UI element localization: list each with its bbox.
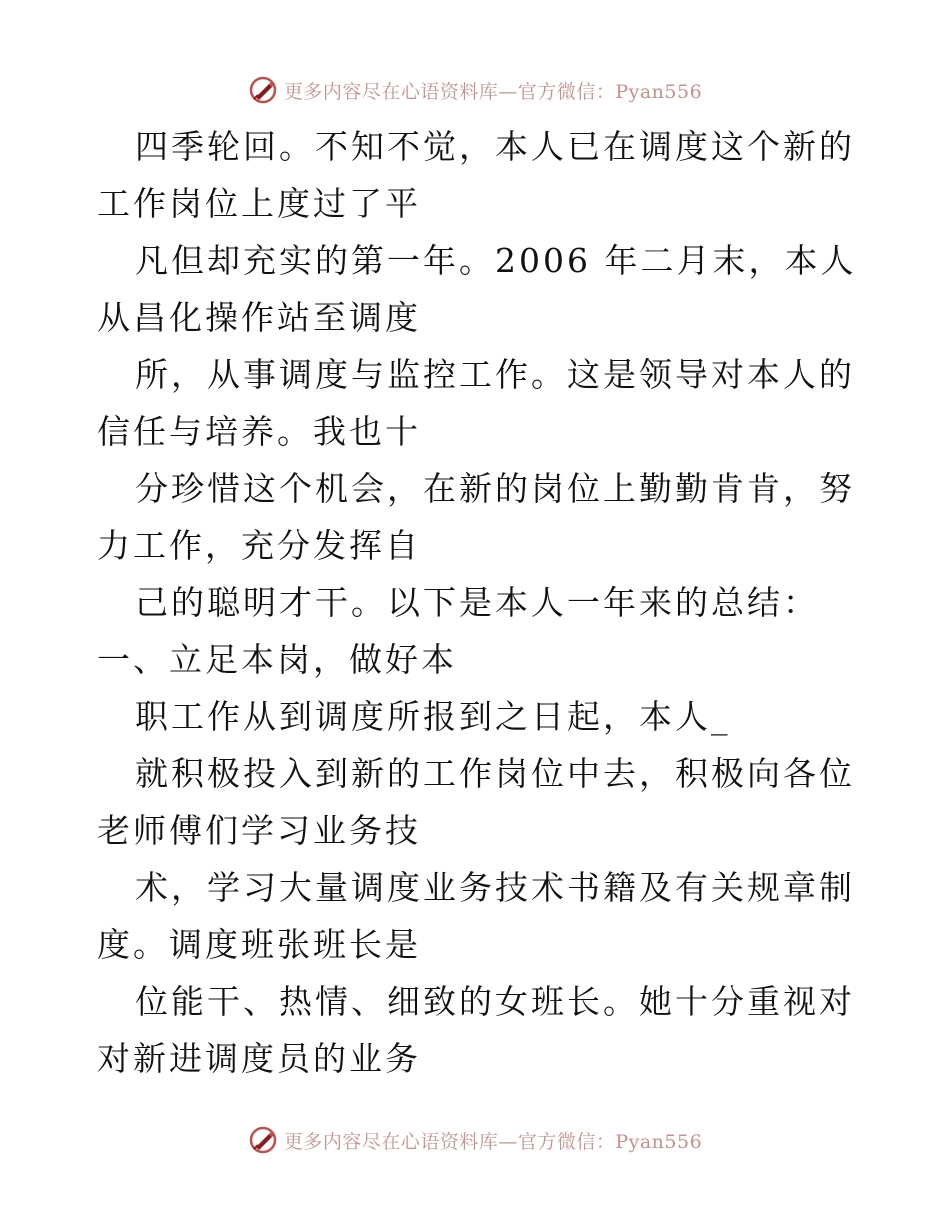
header-watermark [0,70,950,110]
document-body [97,118,867,1087]
paragraph: 己的聪明才干。以下是本人一年来的总结：一、立足本岗，做好本 [97,583,819,679]
paragraph: 就积极投入到新的工作岗位中去，积极向各位老师傅们学习业务技 [97,754,855,850]
paragraph: 分珍惜这个机会，在新的岗位上勤勤肯肯，努力工作，充分发挥自 [97,469,855,565]
paragraph: 位能干、热情、细致的女班长。她十分重视对对新进调度员的业务 [97,982,855,1078]
paragraph: 凡但却充实的第一年。2006 年二月末，本人从昌化操作站至调度 [97,241,857,337]
watermark-text: 更多内容尽在心语资料库—官方微信：Pyan556 [283,80,703,103]
paragraph: 术，学习大量调度业务技术书籍及有关规章制度。调度班张班长是 [97,868,855,964]
paragraph: 职工作从到调度所报到之日起，本人_ [135,697,731,736]
footer-watermark [0,1120,950,1160]
paragraph: 所，从事调度与监控工作。这是领导对本人的信任与培养。我也十 [97,355,855,451]
paragraph: 四季轮回。不知不觉，本人已在调度这个新的工作岗位上度过了平 [97,127,855,223]
watermark-text: 更多内容尽在心语资料库—官方微信：Pyan556 [283,1130,703,1153]
pen-logo-icon [248,1125,278,1155]
pen-logo-icon [248,75,278,105]
